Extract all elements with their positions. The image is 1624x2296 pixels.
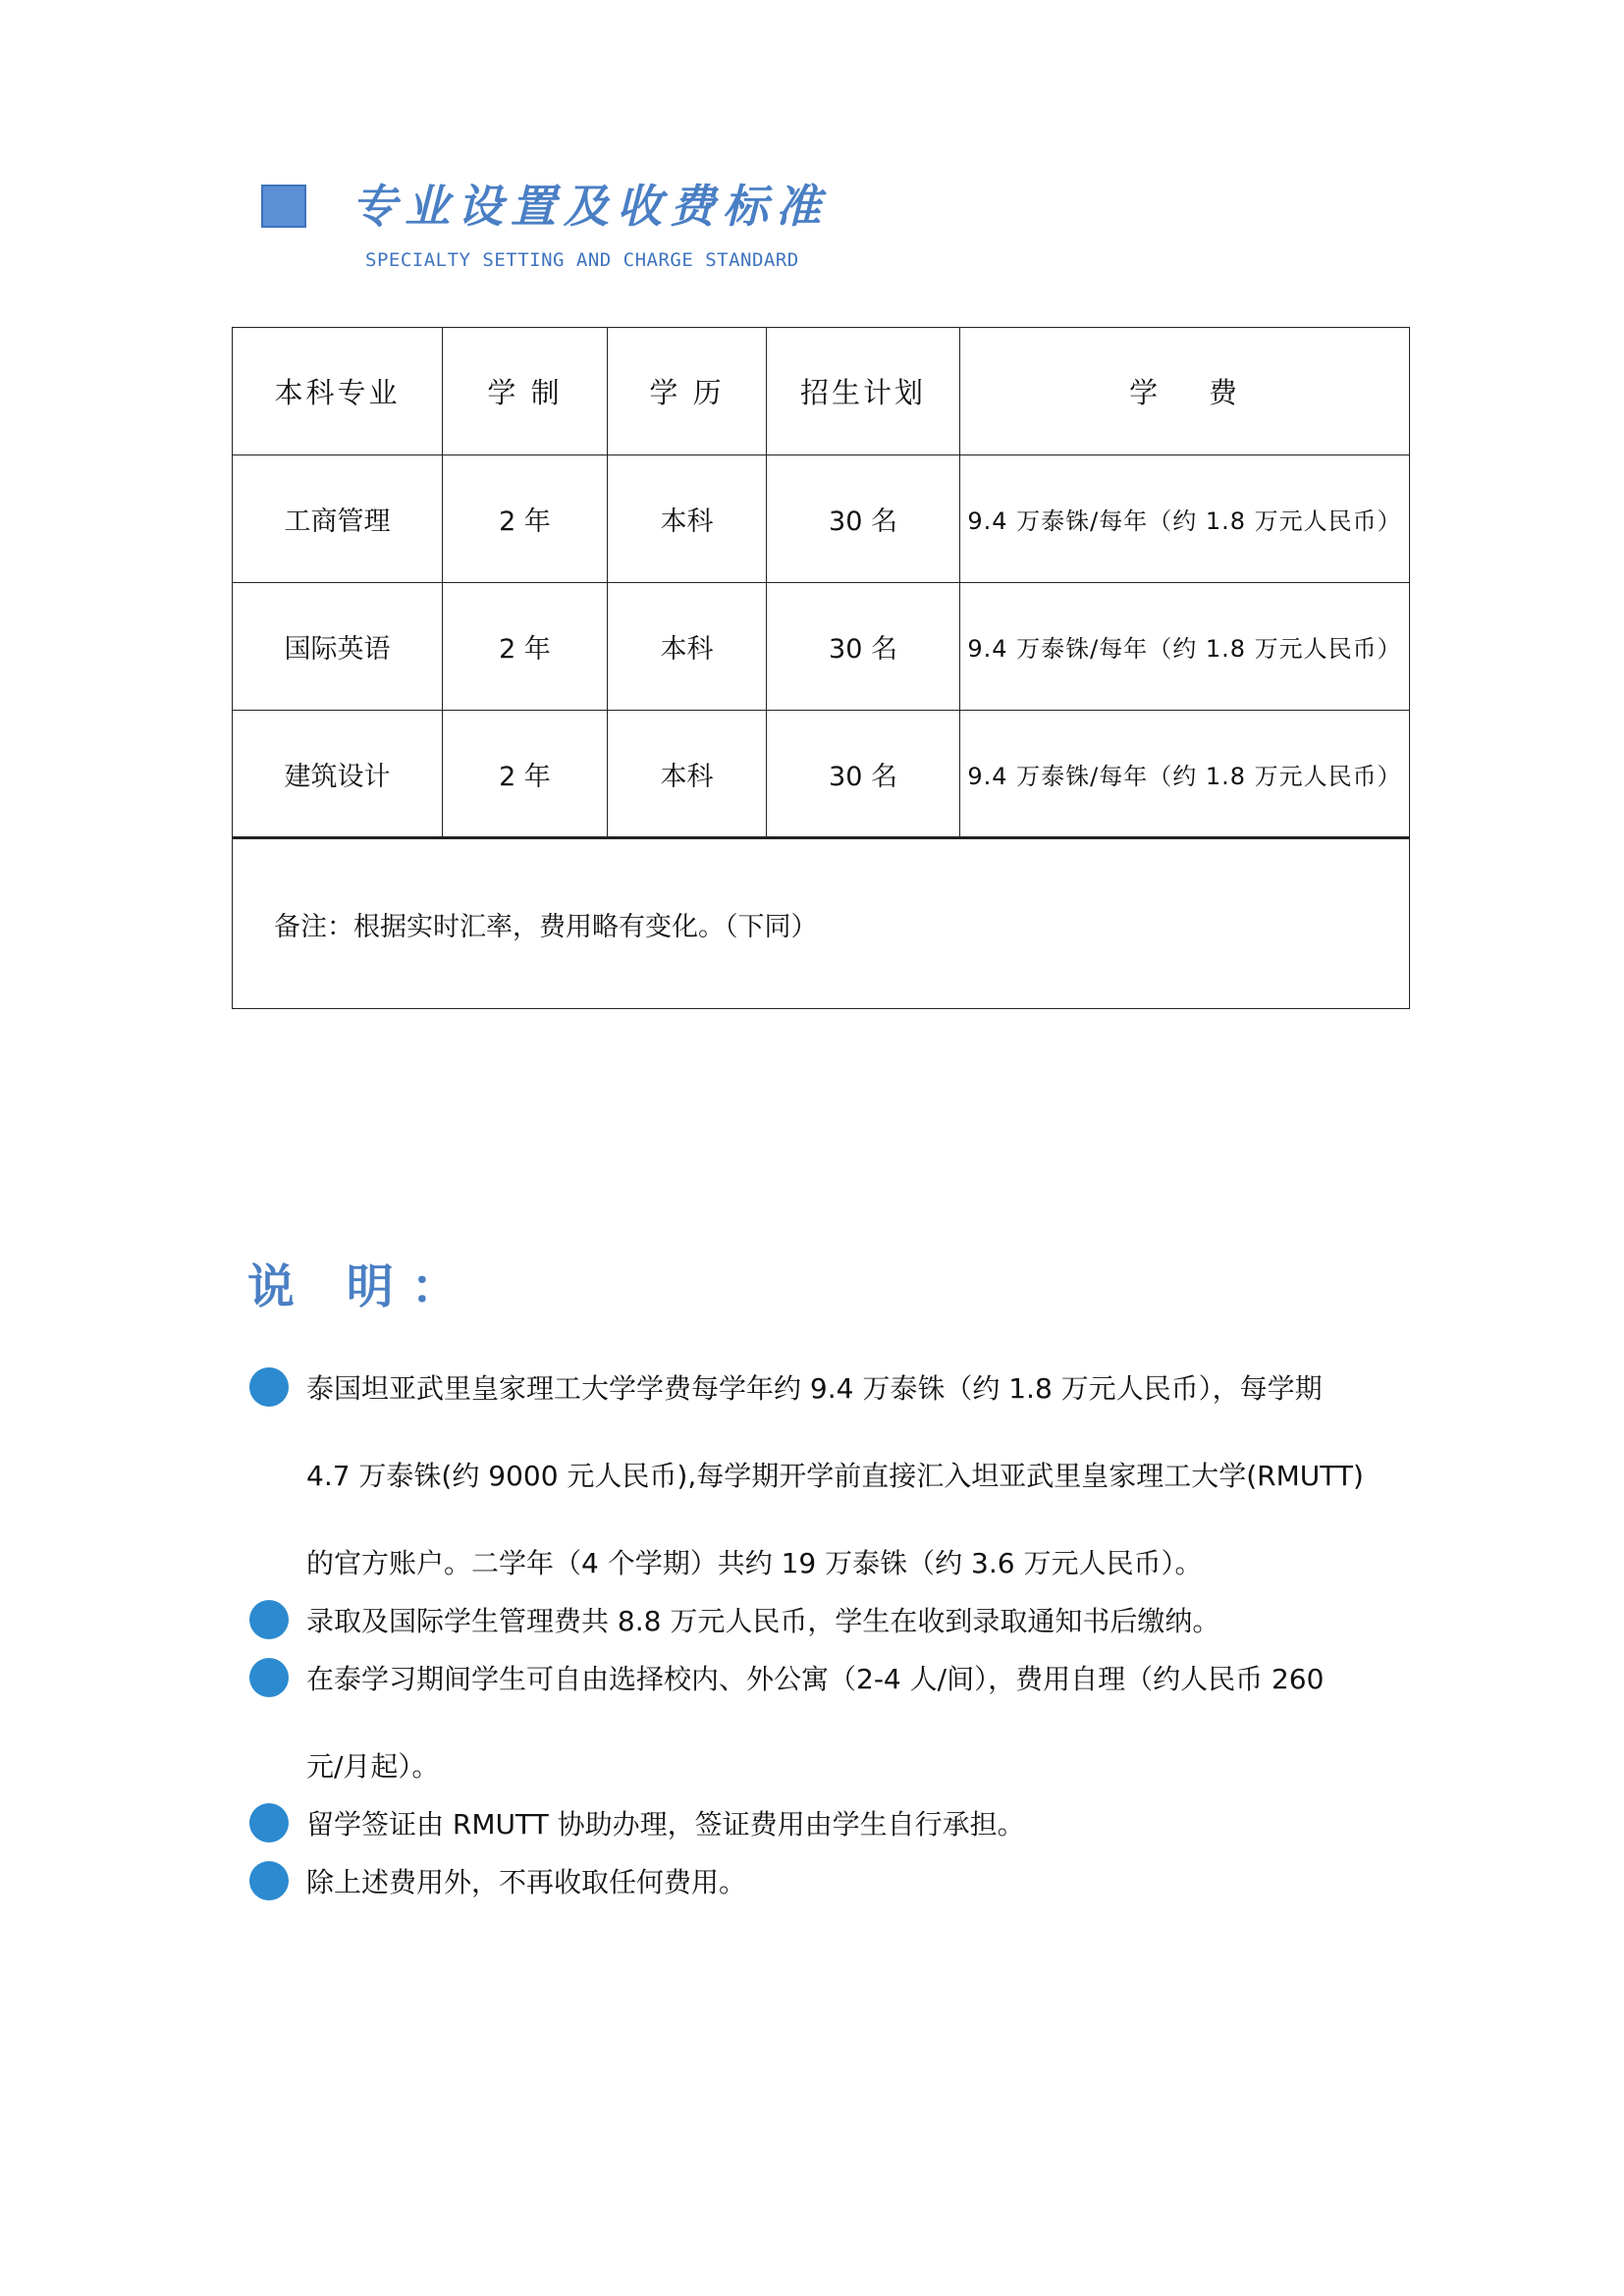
major-cell: 工商管理 xyxy=(233,455,443,583)
degree-cell: 本科 xyxy=(608,455,767,583)
list-item-line: 留学签证由 RMUTT 协助办理，签证费用由学生自行承担。 xyxy=(306,1808,1025,1841)
column-header-degree: 学 历 xyxy=(608,328,767,455)
explain-title: 说 明： xyxy=(247,1259,476,1314)
fee-cell: 9.4 万泰铢/每年（约 1.8 万元人民币） xyxy=(960,711,1410,838)
duration-cell: 2 年 xyxy=(443,711,608,838)
fee-cell: 9.4 万泰铢/每年（约 1.8 万元人民币） xyxy=(960,583,1410,711)
list-item-line: 录取及国际学生管理费共 8.8 万元人民币，学生在收到录取通知书后缴纳。 xyxy=(306,1605,1220,1637)
list-item-line: 元/月起）。 xyxy=(306,1750,440,1783)
bullet-dot-icon xyxy=(249,1658,289,1697)
column-header-duration: 学 制 xyxy=(443,328,608,455)
list-item xyxy=(249,1345,1408,1607)
bullet-dot-icon xyxy=(249,1803,289,1842)
table-row xyxy=(233,455,1410,583)
square-bullet-icon xyxy=(261,185,306,228)
quota-cell: 30 名 xyxy=(767,455,960,583)
table-row xyxy=(233,711,1410,838)
bullet-dot-icon xyxy=(249,1367,289,1407)
fee-cell: 9.4 万泰铢/每年（约 1.8 万元人民币） xyxy=(960,455,1410,583)
degree-cell: 本科 xyxy=(608,583,767,711)
fee-table xyxy=(232,327,1410,1009)
quota-cell: 30 名 xyxy=(767,711,960,838)
bullet-dot-icon xyxy=(249,1600,289,1639)
column-header-major: 本科专业 xyxy=(233,328,443,455)
list-item-line: 的官方账户。二学年（4 个学期）共约 19 万泰铢（约 3.6 万元人民币）。 xyxy=(306,1547,1203,1579)
list-item-line: 除上述费用外，不再收取任何费用。 xyxy=(306,1866,747,1898)
column-header-quota: 招生计划 xyxy=(767,328,960,455)
column-header-fee: 学 费 xyxy=(960,328,1410,455)
duration-cell: 2 年 xyxy=(443,583,608,711)
table-note: 备注：根据实时汇率，费用略有变化。（下同） xyxy=(233,838,1410,1009)
table-header-row xyxy=(233,328,1410,455)
table-note-row xyxy=(233,838,1410,1009)
section-title: 专业设置及收费标准 xyxy=(352,180,829,233)
degree-cell: 本科 xyxy=(608,711,767,838)
table-row xyxy=(233,583,1410,711)
explain-list xyxy=(249,1345,1408,1926)
section-subtitle: SPECIALTY SETTING AND CHARGE STANDARD xyxy=(365,249,799,271)
major-cell: 国际英语 xyxy=(233,583,443,711)
major-cell: 建筑设计 xyxy=(233,711,443,838)
list-item-line: 在泰学习期间学生可自由选择校内、外公寓（2-4 人/间），费用自理（约人民币 260 xyxy=(306,1663,1325,1695)
list-item-line: 4.7 万泰铢(约 9000 元人民币),每学期开学前直接汇入坦亚武里皇家理工大学(RMUTT) xyxy=(306,1460,1364,1492)
quota-cell: 30 名 xyxy=(767,583,960,711)
list-item-line: 泰国坦亚武里皇家理工大学学费每学年约 9.4 万泰铢（约 1.8 万元人民币），每学期 xyxy=(306,1372,1323,1405)
duration-cell: 2 年 xyxy=(443,455,608,583)
list-item xyxy=(249,1839,1408,1926)
bullet-dot-icon xyxy=(249,1861,289,1900)
